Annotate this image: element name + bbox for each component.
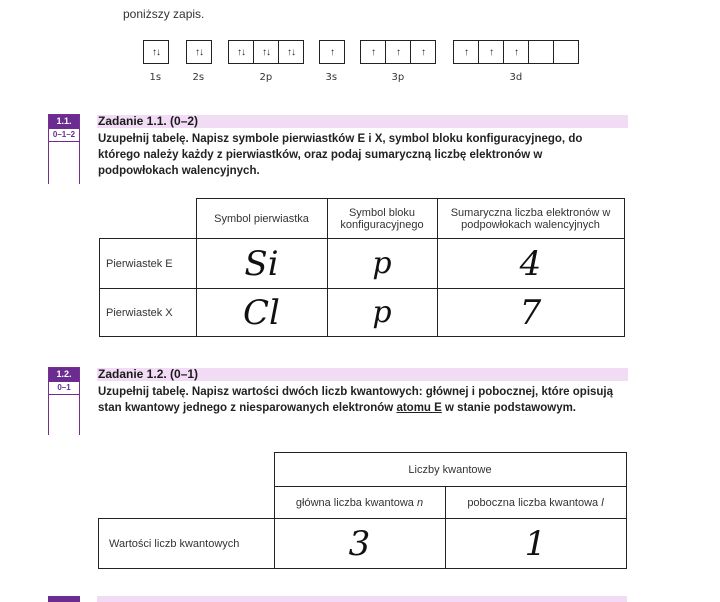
- handwritten-answer: p: [372, 245, 392, 281]
- next-task-heading: [97, 596, 627, 602]
- orbital-label: 2p: [259, 72, 273, 83]
- header-electrons: Sumaryczna liczba elektronów w podpowłokach walencyjnych: [437, 199, 624, 239]
- orbital-box: ↑↓: [278, 40, 304, 64]
- orbital-box: ↑: [410, 40, 436, 64]
- orbital-box: ↑: [319, 40, 345, 64]
- handwritten-answer: Cl: [243, 292, 280, 333]
- intro-text: poniższy zapis.: [123, 7, 205, 21]
- empty-corner: [99, 487, 275, 519]
- table-row: [100, 239, 625, 289]
- orbital-box: ↑: [360, 40, 386, 64]
- answer-block-e[interactable]: [327, 239, 437, 289]
- orbital-box: ↑: [478, 40, 504, 64]
- orbital-group-3d: [453, 40, 579, 64]
- orbital-label: 1s: [149, 72, 162, 83]
- empty-corner: [99, 453, 275, 487]
- header-main-quantum: [274, 487, 445, 519]
- task-1-1-table: [99, 198, 625, 337]
- task-number: 1.1.: [49, 115, 79, 128]
- task-1-2-instructions: [98, 384, 628, 416]
- orbital-group-1s: [143, 40, 169, 64]
- task-1-1-badge: [48, 114, 80, 184]
- instructions-part: w stanie podstawowym.: [441, 402, 577, 414]
- table-row: [99, 519, 627, 569]
- answer-block-x[interactable]: [327, 289, 437, 337]
- orbital-group-3p: [360, 40, 436, 64]
- score-box[interactable]: [49, 395, 79, 436]
- handwritten-answer: 7: [519, 292, 542, 333]
- row-label: Pierwiastek E: [100, 239, 197, 289]
- row-label: Wartości liczb kwantowych: [99, 519, 275, 569]
- orbital-label: 3s: [325, 72, 338, 83]
- row-label: Pierwiastek X: [100, 289, 197, 337]
- answer-electrons-x[interactable]: [437, 289, 624, 337]
- score-box[interactable]: [49, 142, 79, 185]
- handwritten-answer: Si: [244, 243, 279, 284]
- header-symbol: Symbol pierwiastka: [196, 199, 327, 239]
- n-symbol: n: [416, 496, 424, 509]
- orbital-group-3s: [319, 40, 345, 64]
- header-text: główna liczba kwantowa: [295, 496, 414, 509]
- orbital-box: ↑↓: [228, 40, 254, 64]
- orbital-label: 3p: [391, 72, 405, 83]
- empty-corner: [100, 199, 197, 239]
- table-row: [100, 289, 625, 337]
- handwritten-answer: 1: [524, 523, 547, 564]
- header-quantum-numbers: Liczby kwantowe: [274, 453, 626, 487]
- instructions-part: Uzupełnij tabelę. Napisz wartości dwóch liczb kwantowych: głównej i pobocznej, które opisują stan kwantowy jednego z niesparowanych elektronów: [98, 386, 614, 414]
- header-text: poboczna liczba kwantowa: [467, 496, 599, 509]
- answer-symbol-e[interactable]: [196, 239, 327, 289]
- task-1-1-instructions: Uzupełnij tabelę. Napisz symbole pierwiastków E i X, symbol bloku konfiguracyjnego, do którego należy każdy z pierwiastków, oraz podaj sumaryczną liczbę elektronów w podpowłokach walencyjnych.: [98, 133, 583, 177]
- handwritten-answer: p: [372, 294, 392, 330]
- task-points: 0–1: [49, 381, 79, 395]
- header-secondary-quantum: [445, 487, 626, 519]
- next-task-badge: [48, 596, 80, 602]
- handwritten-answer: 3: [348, 523, 371, 564]
- orbital-box: ↑: [453, 40, 479, 64]
- task-1-2-table: [98, 452, 627, 569]
- task-points: 0–1–2: [49, 128, 79, 142]
- orbital-label: 3d: [509, 72, 523, 83]
- answer-secondary-quantum[interactable]: [445, 519, 626, 569]
- orbital-box: [528, 40, 554, 64]
- orbital-group-2s: [186, 40, 212, 64]
- orbital-box: ↑: [503, 40, 529, 64]
- orbital-label: 2s: [192, 72, 205, 83]
- instructions-underlined: atomu E: [396, 402, 442, 414]
- header-block: Symbol bloku konfiguracyjnego: [327, 199, 437, 239]
- orbital-box: ↑↓: [253, 40, 279, 64]
- handwritten-answer: 4: [519, 243, 542, 284]
- task-number: 1.2.: [49, 368, 79, 381]
- orbital-box: [553, 40, 579, 64]
- task-1-2-heading: Zadanie 1.2. (0–1): [97, 368, 628, 381]
- orbital-box: ↑↓: [143, 40, 169, 64]
- orbital-box: ↑: [385, 40, 411, 64]
- orbital-box: ↑↓: [186, 40, 212, 64]
- answer-main-quantum[interactable]: [274, 519, 445, 569]
- answer-electrons-e[interactable]: [437, 239, 624, 289]
- answer-symbol-x[interactable]: [196, 289, 327, 337]
- l-symbol: l: [601, 496, 604, 509]
- task-1-2-badge: [48, 367, 80, 435]
- task-1-1-heading: Zadanie 1.1. (0–2): [97, 115, 628, 128]
- orbital-group-2p: [228, 40, 304, 64]
